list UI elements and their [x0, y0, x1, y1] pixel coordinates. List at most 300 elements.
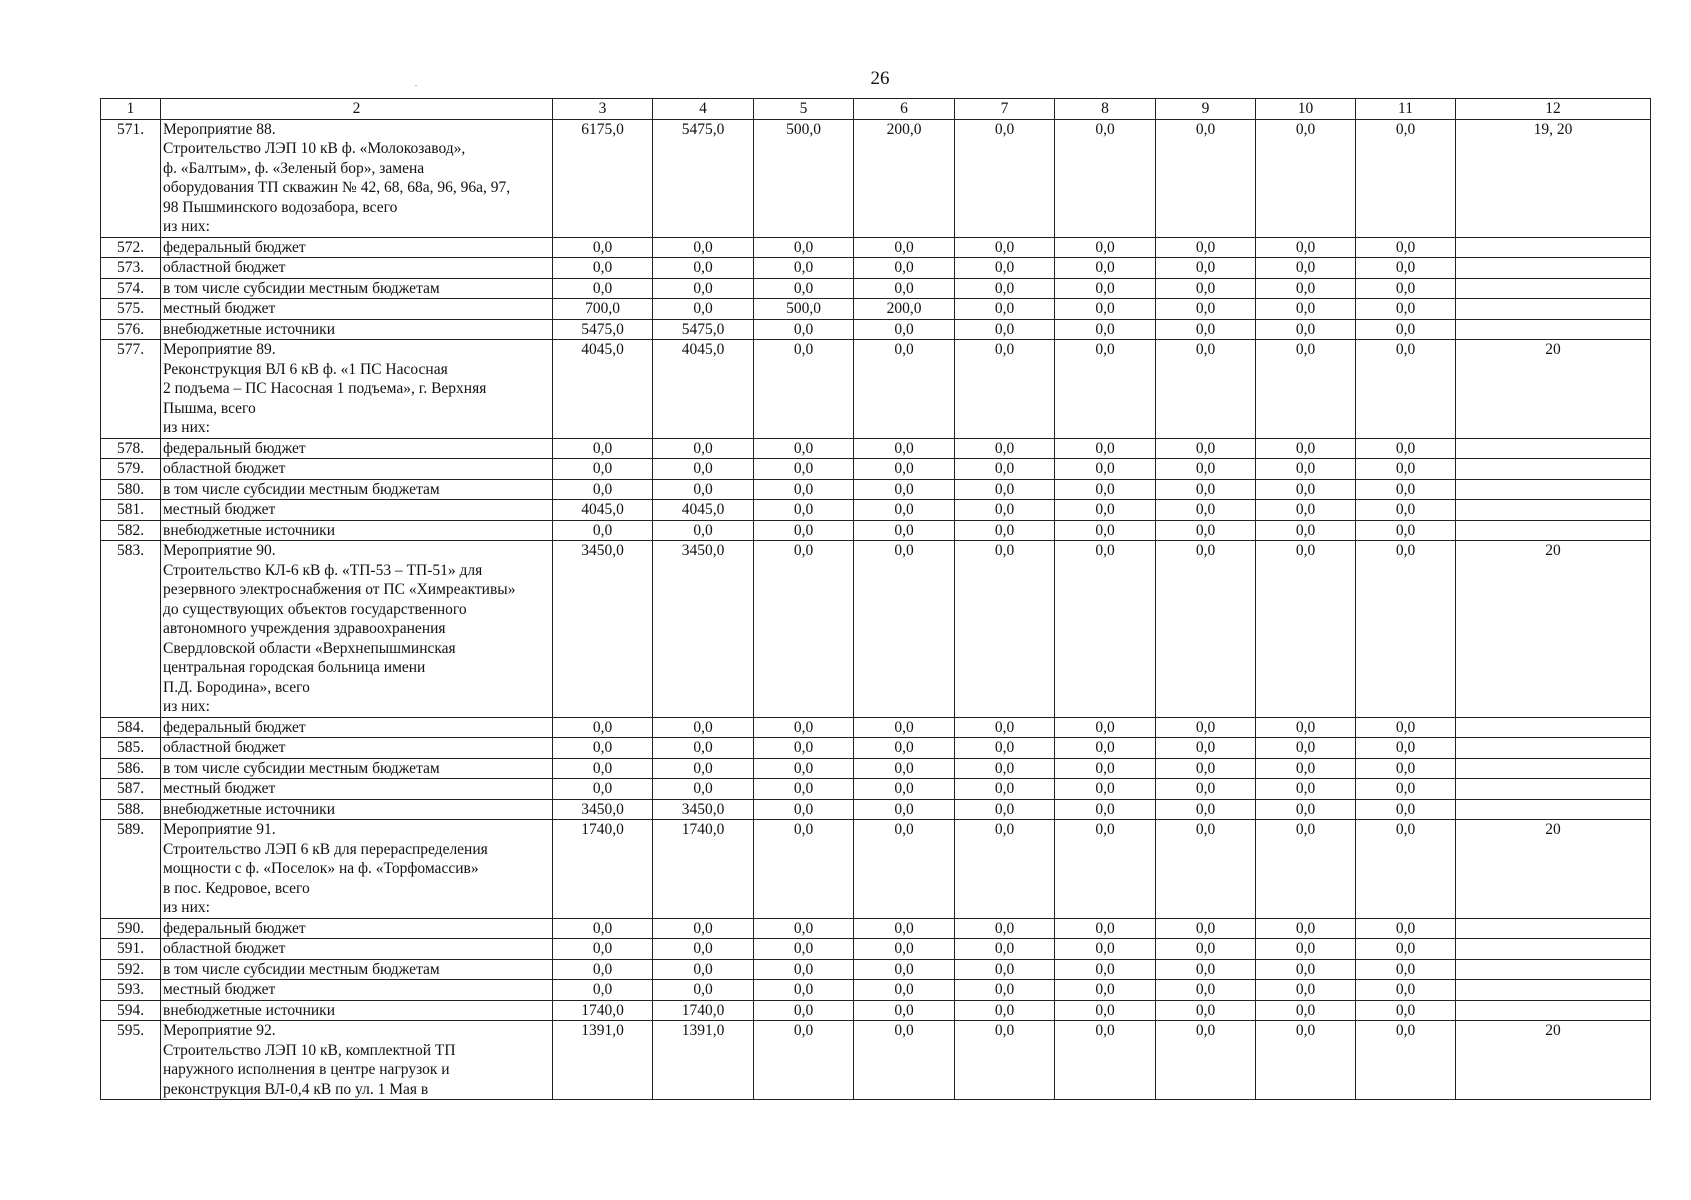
item-name — [161, 820, 553, 919]
item-name-line: внебюджетные источники — [163, 800, 335, 818]
amount-cell: 0,0 — [1055, 1021, 1156, 1100]
amount-cell: 0,0 — [955, 959, 1055, 980]
amount-cell: 0,0 — [1256, 319, 1356, 340]
header-cell: 10 — [1256, 99, 1356, 120]
header-cell: 6 — [854, 99, 955, 120]
amount-cell: 0,0 — [553, 918, 653, 939]
item-name-line: 98 Пышминского водозабора, всего — [163, 198, 398, 216]
amount-cell: 0,0 — [754, 520, 854, 541]
amount-cell: 4045,0 — [653, 500, 754, 521]
amount-cell: 0,0 — [553, 258, 653, 279]
amount-cell: 0,0 — [854, 717, 955, 738]
amount-cell: 0,0 — [955, 479, 1055, 500]
row-number: 592. — [101, 959, 161, 980]
amount-cell: 0,0 — [1055, 278, 1156, 299]
amount-cell: 0,0 — [1055, 299, 1156, 320]
amount-cell: 0,0 — [1055, 939, 1156, 960]
table-row — [101, 319, 1651, 340]
reference-cell: 19, 20 — [1456, 119, 1651, 237]
item-name-line: из них: — [163, 698, 210, 715]
item-name-line: из них: — [163, 899, 210, 916]
reference-cell: 20 — [1456, 340, 1651, 439]
amount-cell: 0,0 — [854, 758, 955, 779]
table-row — [101, 959, 1651, 980]
amount-cell: 1391,0 — [553, 1021, 653, 1100]
amount-cell: 0,0 — [1356, 438, 1456, 459]
item-name — [161, 1000, 553, 1021]
amount-cell: 0,0 — [955, 758, 1055, 779]
item-name — [161, 299, 553, 320]
table-row — [101, 758, 1651, 779]
amount-cell: 1740,0 — [653, 1000, 754, 1021]
table-row — [101, 340, 1651, 439]
amount-cell: 0,0 — [1256, 520, 1356, 541]
amount-cell: 0,0 — [1055, 717, 1156, 738]
reference-cell: 20 — [1456, 820, 1651, 919]
item-name-line: в том числе субсидии местным бюджетам — [163, 279, 440, 297]
row-number: 580. — [101, 479, 161, 500]
amount-cell: 1391,0 — [653, 1021, 754, 1100]
amount-cell: 0,0 — [754, 500, 854, 521]
table-row — [101, 459, 1651, 480]
amount-cell: 0,0 — [553, 278, 653, 299]
amount-cell: 0,0 — [955, 319, 1055, 340]
amount-cell: 0,0 — [955, 258, 1055, 279]
amount-cell: 0,0 — [754, 980, 854, 1001]
amount-cell: 5475,0 — [553, 319, 653, 340]
row-number: 579. — [101, 459, 161, 480]
amount-cell: 3450,0 — [653, 541, 754, 718]
item-name-line: Строительство ЛЭП 10 кВ ф. «Молокозавод», — [163, 140, 466, 157]
row-number: 582. — [101, 520, 161, 541]
amount-cell: 0,0 — [1256, 500, 1356, 521]
item-name-line: Строительство ЛЭП 6 кВ для перераспределения — [163, 840, 488, 858]
table-row — [101, 939, 1651, 960]
amount-cell: 0,0 — [1156, 717, 1256, 738]
item-name — [161, 459, 553, 480]
item-name-line: из них: — [163, 218, 210, 235]
row-number: 591. — [101, 939, 161, 960]
item-name-line: Мероприятие 90. — [163, 542, 276, 559]
amount-cell: 0,0 — [1356, 959, 1456, 980]
amount-cell: 0,0 — [1156, 500, 1256, 521]
item-name-line: федеральный бюджет — [163, 439, 306, 457]
amount-cell: 0,0 — [553, 438, 653, 459]
amount-cell: 0,0 — [1356, 479, 1456, 500]
item-name-line: внебюджетные источники — [163, 521, 335, 539]
amount-cell: 0,0 — [1156, 1000, 1256, 1021]
item-name-line: Строительство ЛЭП 10 кВ, комплектной ТП — [163, 1041, 456, 1059]
item-name — [161, 340, 553, 439]
amount-cell: 0,0 — [1055, 779, 1156, 800]
item-name-line: Мероприятие 92. — [163, 1022, 276, 1039]
amount-cell: 0,0 — [955, 520, 1055, 541]
amount-cell: 700,0 — [553, 299, 653, 320]
item-name-line: федеральный бюджет — [163, 238, 306, 256]
amount-cell: 4045,0 — [553, 500, 653, 521]
item-name-line: областной бюджет — [163, 460, 286, 477]
row-number: 593. — [101, 980, 161, 1001]
amount-cell: 0,0 — [754, 959, 854, 980]
amount-cell: 0,0 — [1156, 738, 1256, 759]
row-number: 572. — [101, 237, 161, 258]
amount-cell: 0,0 — [1256, 799, 1356, 820]
amount-cell: 0,0 — [955, 918, 1055, 939]
header-cell: 9 — [1156, 99, 1256, 120]
table-row — [101, 1000, 1651, 1021]
amount-cell: 0,0 — [653, 237, 754, 258]
amount-cell: 0,0 — [854, 980, 955, 1001]
amount-cell: 0,0 — [854, 799, 955, 820]
amount-cell: 0,0 — [1055, 237, 1156, 258]
amount-cell: 500,0 — [754, 119, 854, 237]
amount-cell: 500,0 — [754, 299, 854, 320]
table-row — [101, 237, 1651, 258]
amount-cell: 0,0 — [854, 1000, 955, 1021]
amount-cell: 5475,0 — [653, 119, 754, 237]
table-row — [101, 278, 1651, 299]
amount-cell: 0,0 — [653, 758, 754, 779]
reference-cell — [1456, 459, 1651, 480]
header-cell: 1 — [101, 99, 161, 120]
amount-cell: 0,0 — [1156, 520, 1256, 541]
item-name-line: П.Д. Бородина», всего — [163, 678, 310, 696]
amount-cell: 0,0 — [553, 939, 653, 960]
amount-cell: 0,0 — [854, 520, 955, 541]
item-name — [161, 479, 553, 500]
reference-cell — [1456, 779, 1651, 800]
amount-cell: 0,0 — [1055, 980, 1156, 1001]
amount-cell: 0,0 — [1156, 237, 1256, 258]
item-name-line: 2 подъема – ПС Насосная 1 подъема», г. Верхняя — [163, 380, 487, 397]
amount-cell: 0,0 — [1256, 1000, 1356, 1021]
amount-cell: 0,0 — [1055, 918, 1156, 939]
item-name — [161, 119, 553, 237]
header-cell: 7 — [955, 99, 1055, 120]
amount-cell: 0,0 — [754, 438, 854, 459]
amount-cell: 0,0 — [1256, 717, 1356, 738]
item-name-line: центральная городская больница имени — [163, 659, 426, 676]
item-name-line: ф. «Балтым», ф. «Зеленый бор», замена — [163, 159, 425, 177]
amount-cell: 0,0 — [1156, 758, 1256, 779]
amount-cell: 0,0 — [553, 738, 653, 759]
amount-cell: 0,0 — [553, 717, 653, 738]
amount-cell: 0,0 — [1356, 717, 1456, 738]
reference-cell — [1456, 1000, 1651, 1021]
item-name — [161, 799, 553, 820]
amount-cell: 0,0 — [1356, 237, 1456, 258]
header-cell: 3 — [553, 99, 653, 120]
item-name-line: до существующих объектов государственного — [163, 600, 467, 618]
amount-cell: 0,0 — [1256, 779, 1356, 800]
item-name — [161, 520, 553, 541]
amount-cell: 0,0 — [1156, 258, 1256, 279]
amount-cell: 0,0 — [1055, 738, 1156, 759]
amount-cell: 0,0 — [955, 820, 1055, 919]
amount-cell: 3450,0 — [553, 799, 653, 820]
amount-cell: 0,0 — [754, 939, 854, 960]
amount-cell: 0,0 — [1156, 438, 1256, 459]
header-cell: 11 — [1356, 99, 1456, 120]
amount-cell: 0,0 — [1156, 278, 1256, 299]
row-number: 583. — [101, 541, 161, 718]
table-row — [101, 258, 1651, 279]
item-name-line: внебюджетные источники — [163, 320, 335, 338]
row-number: 575. — [101, 299, 161, 320]
amount-cell: 0,0 — [854, 319, 955, 340]
amount-cell: 0,0 — [1156, 119, 1256, 237]
reference-cell — [1456, 959, 1651, 980]
amount-cell: 0,0 — [1356, 1021, 1456, 1100]
header-cell: 2 — [161, 99, 553, 120]
item-name-line: местный бюджет — [163, 300, 276, 317]
item-name-line: областной бюджет — [163, 940, 286, 957]
amount-cell: 0,0 — [955, 119, 1055, 237]
table-row — [101, 119, 1651, 237]
budget-table — [100, 98, 1651, 1100]
amount-cell: 0,0 — [1156, 1021, 1256, 1100]
item-name — [161, 541, 553, 718]
amount-cell: 0,0 — [754, 319, 854, 340]
item-name-line: внебюджетные источники — [163, 1001, 335, 1019]
row-number: 584. — [101, 717, 161, 738]
amount-cell: 0,0 — [653, 717, 754, 738]
amount-cell: 0,0 — [1256, 918, 1356, 939]
amount-cell: 0,0 — [1156, 918, 1256, 939]
item-name-line: Мероприятие 89. — [163, 341, 276, 358]
amount-cell: 0,0 — [1156, 340, 1256, 439]
row-number: 581. — [101, 500, 161, 521]
table-row — [101, 299, 1651, 320]
amount-cell: 0,0 — [653, 738, 754, 759]
amount-cell: 0,0 — [653, 918, 754, 939]
item-name-line: областной бюджет — [163, 259, 286, 276]
item-name-line: местный бюджет — [163, 981, 276, 998]
amount-cell: 0,0 — [1055, 541, 1156, 718]
amount-cell: 0,0 — [854, 438, 955, 459]
amount-cell: 0,0 — [754, 738, 854, 759]
item-name-line: местный бюджет — [163, 780, 276, 797]
amount-cell: 0,0 — [1055, 500, 1156, 521]
item-name — [161, 939, 553, 960]
amount-cell: 3450,0 — [653, 799, 754, 820]
item-name-line: из них: — [163, 419, 210, 436]
amount-cell: 0,0 — [754, 237, 854, 258]
amount-cell: 0,0 — [1256, 939, 1356, 960]
amount-cell: 0,0 — [754, 918, 854, 939]
amount-cell: 0,0 — [1256, 479, 1356, 500]
amount-cell: 0,0 — [754, 278, 854, 299]
amount-cell: 0,0 — [1055, 438, 1156, 459]
row-number: 586. — [101, 758, 161, 779]
reference-cell — [1456, 520, 1651, 541]
reference-cell: 20 — [1456, 541, 1651, 718]
amount-cell: 0,0 — [1055, 820, 1156, 919]
amount-cell: 4045,0 — [653, 340, 754, 439]
item-name-line: Строительство КЛ-6 кВ ф. «ТП-53 – ТП-51» для — [163, 561, 483, 579]
item-name — [161, 319, 553, 340]
reference-cell — [1456, 738, 1651, 759]
amount-cell: 0,0 — [955, 459, 1055, 480]
amount-cell: 0,0 — [854, 459, 955, 480]
row-number: 574. — [101, 278, 161, 299]
amount-cell: 0,0 — [754, 479, 854, 500]
amount-cell: 0,0 — [653, 980, 754, 1001]
amount-cell: 0,0 — [1156, 541, 1256, 718]
amount-cell: 0,0 — [1055, 479, 1156, 500]
reference-cell — [1456, 980, 1651, 1001]
amount-cell: 0,0 — [1356, 299, 1456, 320]
item-name — [161, 959, 553, 980]
amount-cell: 0,0 — [854, 340, 955, 439]
amount-cell: 0,0 — [854, 541, 955, 718]
row-number: 577. — [101, 340, 161, 439]
amount-cell: 0,0 — [1356, 918, 1456, 939]
amount-cell: 0,0 — [854, 258, 955, 279]
amount-cell: 0,0 — [553, 779, 653, 800]
amount-cell: 0,0 — [1055, 799, 1156, 820]
amount-cell: 0,0 — [653, 459, 754, 480]
amount-cell: 0,0 — [1356, 459, 1456, 480]
amount-cell: 0,0 — [653, 959, 754, 980]
item-name-line: в том числе субсидии местным бюджетам — [163, 480, 440, 498]
item-name-line: в том числе субсидии местным бюджетам — [163, 960, 440, 978]
amount-cell: 0,0 — [1055, 319, 1156, 340]
amount-cell: 0,0 — [1156, 479, 1256, 500]
amount-cell: 0,0 — [1156, 939, 1256, 960]
item-name-line: реконструкция ВЛ-0,4 кВ по ул. 1 Мая в — [163, 1080, 429, 1098]
amount-cell: 0,0 — [854, 278, 955, 299]
amount-cell: 0,0 — [1055, 258, 1156, 279]
reference-cell — [1456, 319, 1651, 340]
amount-cell: 0,0 — [653, 258, 754, 279]
reference-cell — [1456, 939, 1651, 960]
item-name-line: Пышма, всего — [163, 399, 256, 417]
amount-cell: 1740,0 — [553, 820, 653, 919]
page-number: 26 — [870, 68, 890, 89]
amount-cell: 0,0 — [955, 738, 1055, 759]
amount-cell: 0,0 — [754, 1021, 854, 1100]
amount-cell: 1740,0 — [553, 1000, 653, 1021]
item-name-line: в пос. Кедровое, всего — [163, 879, 310, 897]
reference-cell — [1456, 918, 1651, 939]
amount-cell: 0,0 — [1256, 278, 1356, 299]
amount-cell: 0,0 — [955, 980, 1055, 1001]
amount-cell: 0,0 — [1356, 541, 1456, 718]
amount-cell: 0,0 — [754, 779, 854, 800]
amount-cell: 0,0 — [955, 779, 1055, 800]
reference-cell — [1456, 299, 1651, 320]
amount-cell: 0,0 — [1256, 459, 1356, 480]
amount-cell: 0,0 — [955, 939, 1055, 960]
reference-cell — [1456, 758, 1651, 779]
table-row — [101, 1021, 1651, 1100]
amount-cell: 0,0 — [1055, 1000, 1156, 1021]
table-row — [101, 738, 1651, 759]
amount-cell: 0,0 — [1055, 340, 1156, 439]
amount-cell: 0,0 — [1356, 738, 1456, 759]
amount-cell: 0,0 — [1256, 820, 1356, 919]
reference-cell — [1456, 799, 1651, 820]
amount-cell: 0,0 — [653, 299, 754, 320]
amount-cell: 6175,0 — [553, 119, 653, 237]
amount-cell: 0,0 — [1156, 319, 1256, 340]
amount-cell: 0,0 — [1356, 340, 1456, 439]
amount-cell: 0,0 — [854, 820, 955, 919]
amount-cell: 0,0 — [1256, 541, 1356, 718]
amount-cell: 0,0 — [1356, 799, 1456, 820]
item-name-line: Мероприятие 91. — [163, 821, 276, 838]
amount-cell: 0,0 — [1256, 119, 1356, 237]
amount-cell: 0,0 — [1055, 119, 1156, 237]
item-name-line: федеральный бюджет — [163, 919, 306, 937]
amount-cell: 0,0 — [955, 1021, 1055, 1100]
item-name-line: областной бюджет — [163, 739, 286, 756]
amount-cell: 0,0 — [754, 799, 854, 820]
item-name-line: местный бюджет — [163, 501, 276, 518]
row-number: 588. — [101, 799, 161, 820]
reference-cell — [1456, 500, 1651, 521]
amount-cell: 0,0 — [955, 799, 1055, 820]
amount-cell: 0,0 — [1256, 258, 1356, 279]
amount-cell: 0,0 — [854, 1021, 955, 1100]
amount-cell: 0,0 — [1156, 799, 1256, 820]
row-number: 590. — [101, 918, 161, 939]
row-number: 587. — [101, 779, 161, 800]
amount-cell: 0,0 — [1256, 438, 1356, 459]
amount-cell: 0,0 — [955, 438, 1055, 459]
row-number: 573. — [101, 258, 161, 279]
row-number: 571. — [101, 119, 161, 237]
table-row — [101, 918, 1651, 939]
item-name — [161, 258, 553, 279]
amount-cell: 0,0 — [1356, 520, 1456, 541]
amount-cell: 0,0 — [754, 820, 854, 919]
item-name-line: Свердловской области «Верхнепышминская — [163, 639, 456, 657]
row-number: 585. — [101, 738, 161, 759]
table-row — [101, 779, 1651, 800]
header-cell: 8 — [1055, 99, 1156, 120]
amount-cell: 0,0 — [1156, 299, 1256, 320]
amount-cell: 0,0 — [1256, 340, 1356, 439]
reference-cell — [1456, 717, 1651, 738]
amount-cell: 0,0 — [553, 520, 653, 541]
amount-cell: 0,0 — [1055, 459, 1156, 480]
amount-cell: 0,0 — [854, 959, 955, 980]
amount-cell: 0,0 — [653, 939, 754, 960]
table-row — [101, 479, 1651, 500]
amount-cell: 200,0 — [854, 299, 955, 320]
amount-cell: 0,0 — [1055, 959, 1156, 980]
row-number: 576. — [101, 319, 161, 340]
amount-cell: 0,0 — [955, 299, 1055, 320]
amount-cell: 0,0 — [1356, 500, 1456, 521]
amount-cell: 0,0 — [1356, 319, 1456, 340]
table-row — [101, 438, 1651, 459]
amount-cell: 4045,0 — [553, 340, 653, 439]
amount-cell: 0,0 — [854, 779, 955, 800]
amount-cell: 0,0 — [754, 258, 854, 279]
amount-cell: 0,0 — [955, 1000, 1055, 1021]
reference-cell — [1456, 479, 1651, 500]
amount-cell: 0,0 — [653, 479, 754, 500]
amount-cell: 0,0 — [553, 980, 653, 1001]
amount-cell: 5475,0 — [653, 319, 754, 340]
amount-cell: 0,0 — [754, 459, 854, 480]
amount-cell: 0,0 — [854, 237, 955, 258]
header-cell: 5 — [754, 99, 854, 120]
amount-cell: 0,0 — [1256, 299, 1356, 320]
